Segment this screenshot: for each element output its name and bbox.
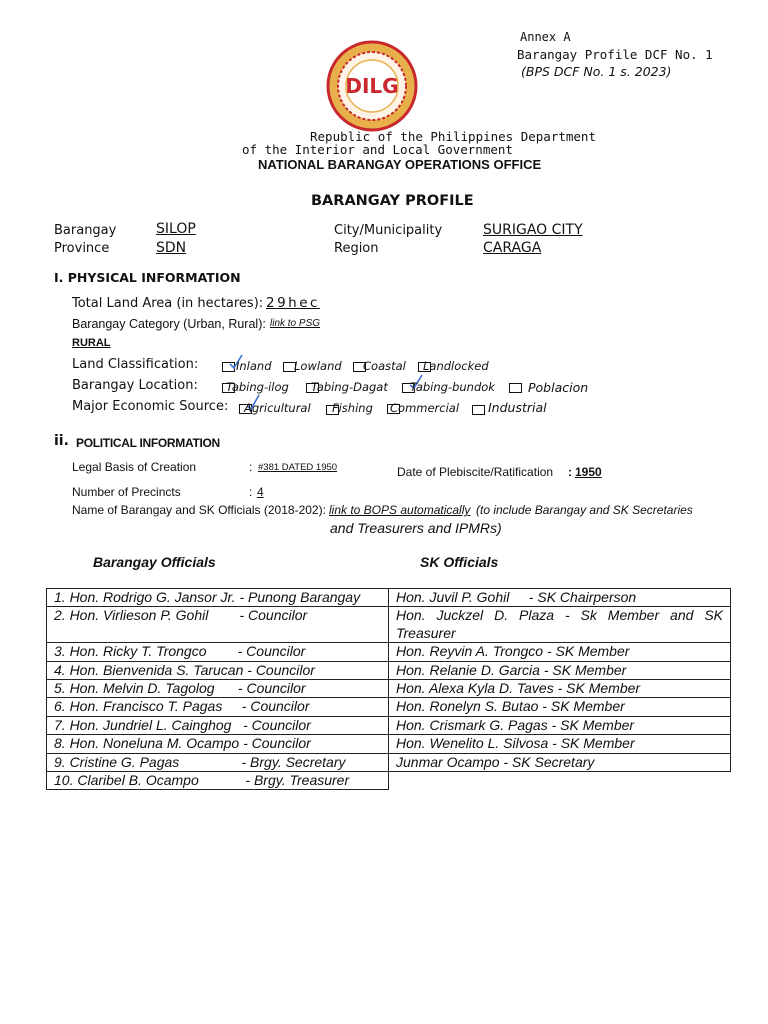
option-coastal: Coastal	[363, 359, 406, 373]
city-label: City/Municipality	[334, 223, 443, 238]
sk-official-cell: Hon. Juvil P. Gohil - SK Chairperson	[389, 589, 731, 607]
precincts-label: Number of Precincts	[72, 485, 181, 499]
sk-official-cell: Hon. Juckzel D. Plaza - Sk Member and SK Treasurer	[389, 607, 731, 643]
bps-dcf-reference: (BPS DCF No. 1 s. 2023)	[521, 64, 672, 79]
table-row	[47, 716, 731, 734]
city-value: SURIGAO CITY	[483, 222, 583, 238]
page-title: BARANGAY PROFILE	[311, 193, 474, 209]
category-value: RURAL	[72, 337, 111, 349]
legal-basis-label: Legal Basis of Creation	[72, 460, 197, 474]
option-tabing-ilog: Tabing-ilog	[226, 380, 289, 394]
option-lowland: Lowland	[294, 359, 342, 373]
checkbox-poblacion[interactable]	[509, 383, 522, 393]
legal-basis-value: #381 DATED 1950	[258, 462, 338, 473]
sk-official-cell: Hon. Relanie D. Garcia - SK Member	[389, 661, 731, 679]
republic-line-1: Republic of the Philippines Department	[310, 129, 596, 144]
option-inland: Inland	[236, 359, 272, 373]
province-label: Province	[54, 241, 110, 256]
region-value: CARAGA	[483, 240, 542, 256]
option-commercial: Commercial	[390, 401, 460, 415]
physical-heading: I. PHYSICAL INFORMATION	[54, 270, 241, 285]
plebiscite-value: 1950	[575, 465, 602, 479]
barangay-official-cell: 4. Hon. Bienvenida S. Tarucan - Councilor	[47, 661, 389, 679]
table-row	[47, 735, 731, 753]
barangay-officials-heading: Barangay Officials	[93, 554, 216, 570]
table-row	[47, 643, 731, 661]
political-heading-number: ii.	[54, 433, 69, 449]
barangay-official-cell: 6. Hon. Francisco T. Pagas - Councilor	[47, 698, 389, 716]
economic-source-label: Major Economic Source:	[72, 399, 229, 414]
barangay-official-cell: 9. Cristine G. Pagas - Brgy. Secretary	[47, 753, 389, 771]
table-row	[47, 661, 731, 679]
sk-official-cell: Hon. Alexa Kyla D. Taves - SK Member	[389, 680, 731, 698]
table-row	[47, 753, 731, 771]
table-row	[47, 589, 731, 607]
barangay-official-cell: 10. Claribel B. Ocampo - Brgy. Treasurer	[47, 772, 389, 790]
category-link[interactable]: link to PSG	[270, 318, 321, 329]
category-label: Barangay Category (Urban, Rural):	[72, 317, 266, 331]
republic-line-2: of the Interior and Local Government	[242, 142, 513, 157]
sk-official-cell: Hon. Ronelyn S. Butao - SK Member	[389, 698, 731, 716]
barangay-label: Barangay	[54, 223, 117, 238]
option-industrial: Industrial	[488, 400, 547, 415]
table-row	[47, 698, 731, 716]
option-agricultural: Agricultural	[244, 401, 311, 415]
office-name: NATIONAL BARANGAY OPERATIONS OFFICE	[258, 157, 542, 172]
option-fishing: Fishing	[332, 401, 373, 415]
barangay-official-cell: 7. Hon. Jundriel L. Cainghog - Councilor	[47, 716, 389, 734]
plebiscite-label: Date of Plebiscite/Ratification	[397, 465, 554, 479]
option-tabing-dagat: Tabing-Dagat	[311, 380, 388, 394]
political-heading: POLITICAL INFORMATION	[76, 436, 220, 450]
barangay-official-cell: 5. Hon. Melvin D. Tagolog - Councilor	[47, 680, 389, 698]
officials-note-2: and Treasurers and IPMRs)	[330, 520, 502, 536]
land-area-value: 29hec	[266, 295, 320, 311]
logo-text: DILG	[345, 74, 399, 98]
location-label: Barangay Location:	[72, 378, 198, 393]
sk-official-cell: Hon. Reyvin A. Trongco - SK Member	[389, 643, 731, 661]
officials-note-1: (to include Barangay and SK Secretaries	[476, 503, 693, 517]
option-poblacion: Poblacion	[528, 380, 589, 395]
sk-official-cell: Junmar Ocampo - SK Secretary	[389, 753, 731, 771]
land-area-label: Total Land Area (in hectares):	[72, 296, 264, 311]
precincts-colon: :	[249, 485, 253, 499]
option-landlocked: Landlocked	[423, 359, 489, 373]
province-value: SDN	[156, 240, 187, 256]
table-row	[47, 680, 731, 698]
plebiscite-colon: :	[568, 465, 572, 479]
land-classification-label: Land Classification:	[72, 357, 199, 372]
barangay-official-cell: 8. Hon. Noneluna M. Ocampo - Councilor	[47, 735, 389, 753]
barangay-value: SILOP	[156, 221, 196, 237]
barangay-official-cell: 3. Hon. Ricky T. Trongco - Councilor	[47, 643, 389, 661]
legal-basis-colon: :	[249, 460, 253, 474]
officials-link[interactable]: link to BOPS automatically	[329, 503, 471, 517]
table-row	[47, 772, 731, 790]
sk-officials-heading: SK Officials	[420, 554, 499, 570]
barangay-official-cell: 1. Hon. Rodrigo G. Jansor Jr. - Punong Barangay	[47, 589, 389, 607]
option-tabing-bundok: Tabing-bundok	[410, 380, 495, 394]
table-row	[47, 607, 731, 643]
precincts-value: 4	[257, 485, 264, 499]
dilg-logo	[326, 40, 418, 132]
profile-dcf-number: Barangay Profile DCF No. 1	[517, 47, 713, 62]
officials-label: Name of Barangay and SK Officials (2018-202):	[72, 503, 326, 517]
officials-table	[46, 588, 731, 790]
region-label: Region	[334, 241, 379, 256]
sk-official-cell: Hon. Wenelito L. Silvosa - SK Member	[389, 735, 731, 753]
barangay-official-cell: 2. Hon. Virlieson P. Gohil - Councilor	[47, 607, 389, 643]
annex-label: Annex A	[520, 30, 571, 44]
checkbox-industrial[interactable]	[472, 405, 485, 415]
sk-official-cell: Hon. Crismark G. Pagas - SK Member	[389, 716, 731, 734]
sk-official-cell	[389, 772, 731, 790]
